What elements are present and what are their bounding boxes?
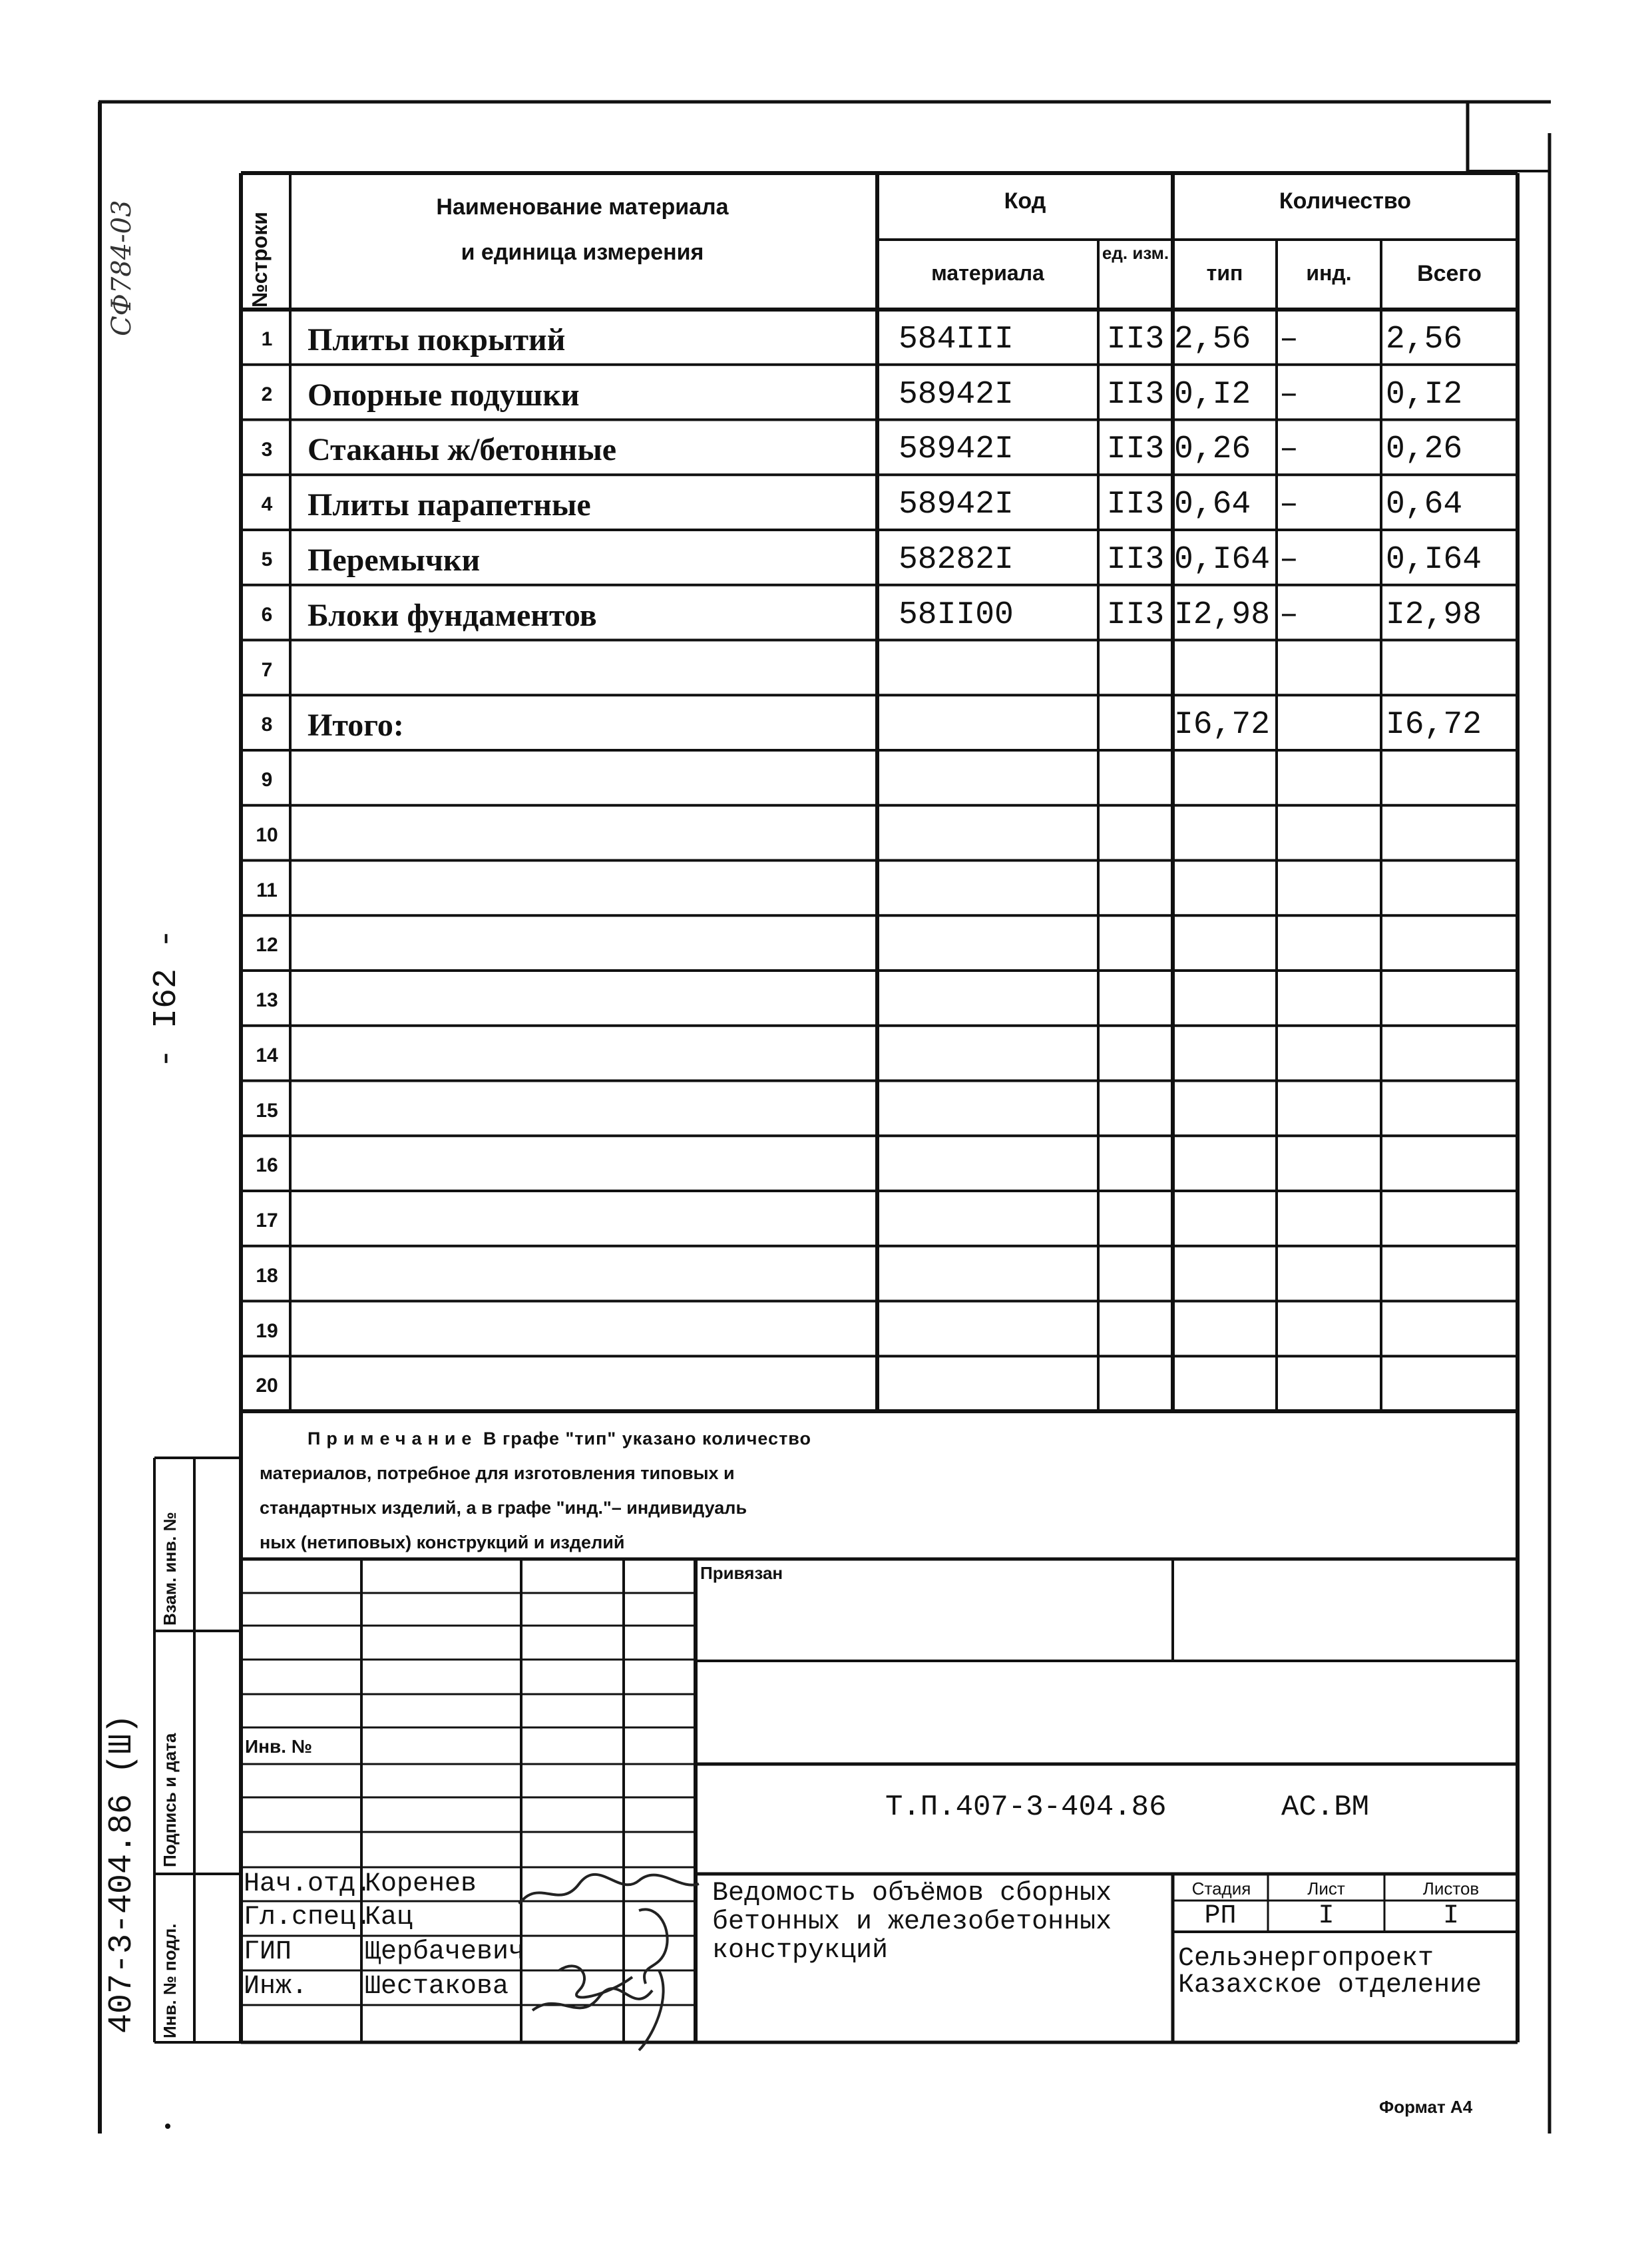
- stamp-doc-mark: АС.ВМ: [1281, 1791, 1370, 1824]
- cell-total: 0,64: [1386, 487, 1463, 523]
- cell-n: 19: [256, 1319, 278, 1342]
- cell-n: 1: [261, 328, 273, 351]
- signer-name-3: Щербачевич: [365, 1937, 525, 1967]
- margin-vzam-inv: Взам. инв. №: [160, 1512, 180, 1626]
- cell-ind: –: [1279, 431, 1299, 468]
- note-line4: ных (нетиповых) конструкций и изделий: [260, 1532, 625, 1552]
- footer-format: Формат А4: [1379, 2097, 1473, 2117]
- signer-role-1: Нач.отд.: [244, 1869, 372, 1899]
- margin-page: - I62 -: [148, 928, 186, 1068]
- note-text: В графе "тип" указано количество: [483, 1429, 812, 1449]
- cell-ind: –: [1279, 541, 1299, 578]
- stamp-sheet: I: [1318, 1901, 1335, 1931]
- cell-type: 0,64: [1174, 487, 1251, 523]
- cell-n: 3: [261, 438, 273, 461]
- margin-album: 407-3-404.86 (Ш): [103, 1713, 141, 2034]
- header-quantity: Количество: [1279, 188, 1412, 214]
- note-line2: материалов, потребное для изготовления типовых и: [260, 1463, 735, 1483]
- cell-code: 58282I: [899, 541, 1014, 578]
- cell-n: 7: [261, 658, 273, 681]
- dot: [165, 2124, 170, 2129]
- signer-name-4: Шестакова: [365, 1972, 509, 2002]
- stamp-org-line1: Сельэнергопроект: [1178, 1944, 1434, 1974]
- cell-n: 9: [261, 769, 273, 791]
- cell-n: 4: [261, 493, 273, 516]
- cell-ind: –: [1279, 487, 1299, 523]
- stamp-sheets: I: [1442, 1901, 1459, 1931]
- cell-name: Перемычки: [308, 542, 481, 578]
- cell-unit: II3: [1106, 321, 1165, 357]
- cell-n: 10: [256, 823, 278, 846]
- header-code-unit: ед. изм.: [1102, 243, 1169, 263]
- signer-name-1: Коренев: [365, 1869, 477, 1899]
- cell-n: 8: [261, 714, 273, 736]
- cell-unit: II3: [1106, 376, 1165, 413]
- cell-n: 18: [256, 1264, 278, 1287]
- cell-type: I6,72: [1174, 707, 1271, 744]
- stamp-title-line2: бетонных и железобетонных: [712, 1907, 1112, 1937]
- cell-n: 17: [256, 1210, 278, 1232]
- stamp-org-line2: Казахское отделение: [1178, 1970, 1482, 2000]
- cell-n: 16: [256, 1154, 278, 1177]
- stamp-title-line3: конструкций: [712, 1936, 889, 1966]
- header-code: Код: [1004, 188, 1046, 214]
- cell-ind: –: [1279, 321, 1299, 357]
- stamp-title-line1: Ведомость объёмов сборных: [712, 1879, 1112, 1909]
- cell-name: Опорные подушки: [308, 377, 580, 413]
- cell-code: 58942I: [899, 431, 1014, 468]
- cell-name: Итого:: [308, 708, 404, 744]
- cell-total: 0,I2: [1386, 376, 1463, 413]
- cell-total: I2,98: [1386, 596, 1482, 633]
- cell-type: 0,I2: [1174, 376, 1251, 413]
- cell-ind: –: [1279, 376, 1299, 413]
- cell-n: 2: [261, 383, 273, 405]
- header-qty-ind: инд.: [1306, 261, 1352, 285]
- cell-n: 12: [256, 934, 278, 957]
- stamp-sheets-label: Листов: [1422, 1879, 1480, 1899]
- cell-type: 0,26: [1174, 431, 1251, 468]
- stamp-privyazan: Привязан: [700, 1563, 783, 1583]
- cell-type: I2,98: [1174, 596, 1271, 633]
- signer-role-2: Гл.спец.: [244, 1903, 372, 1932]
- margin-podpis-data: Подпись и дата: [160, 1733, 180, 1867]
- signer-role-4: Инж.: [244, 1972, 308, 2002]
- cell-type: 2,56: [1174, 321, 1251, 357]
- stamp-sheet-label: Лист: [1307, 1879, 1345, 1899]
- cell-n: 5: [261, 549, 273, 571]
- cell-total: 0,I64: [1386, 541, 1482, 578]
- cell-code: 58942I: [899, 376, 1014, 413]
- cell-n: 11: [256, 879, 278, 901]
- cell-code: 58II00: [899, 596, 1014, 633]
- signer-role-3: ГИП: [244, 1937, 292, 1967]
- cell-ind: –: [1279, 596, 1299, 633]
- cell-name: Стаканы ж/бетонные: [308, 432, 617, 468]
- signer-name-2: Кац: [365, 1903, 413, 1932]
- header-name-line1: Наименование материала: [436, 194, 729, 220]
- cell-n: 20: [256, 1375, 278, 1397]
- cell-total: 2,56: [1386, 321, 1463, 357]
- signatures: [506, 1864, 706, 2057]
- cell-unit: II3: [1106, 487, 1165, 523]
- note-label: Примечание: [308, 1429, 478, 1449]
- cell-name: Плиты парапетные: [308, 487, 591, 523]
- header-row-number: №строки: [248, 212, 272, 308]
- margin-handwritten-code: СФ784-03: [106, 200, 137, 336]
- cell-code: 584III: [899, 321, 1014, 357]
- cell-n: 15: [256, 1099, 278, 1122]
- header-qty-total: Всего: [1417, 261, 1482, 286]
- cell-unit: II3: [1106, 541, 1165, 578]
- cell-total: I6,72: [1386, 707, 1482, 744]
- cell-name: Плиты покрытий: [308, 322, 566, 357]
- cell-total: 0,26: [1386, 431, 1463, 468]
- stamp-stage: РП: [1204, 1901, 1237, 1931]
- margin-inv-podl: Инв. № подл.: [160, 1923, 180, 2038]
- header-code-material: материала: [931, 261, 1044, 285]
- note-line3: стандартных изделий, а в графе "инд."– индивидуаль: [260, 1498, 747, 1518]
- cell-n: 13: [256, 989, 278, 1012]
- stamp-stage-label: Стадия: [1191, 1879, 1251, 1899]
- stamp-inv-no: Инв. №: [245, 1736, 313, 1757]
- header-name-line2: и единица измерения: [461, 240, 704, 265]
- cell-unit: II3: [1106, 596, 1165, 633]
- cell-unit: II3: [1106, 431, 1165, 468]
- cell-name: Блоки фундаментов: [308, 597, 597, 633]
- cell-code: 58942I: [899, 487, 1014, 523]
- header-qty-type: тип: [1206, 261, 1243, 285]
- stamp-doc-code: Т.П.407-3-404.86: [885, 1791, 1167, 1824]
- cell-n: 14: [256, 1044, 278, 1066]
- cell-type: 0,I64: [1174, 541, 1271, 578]
- cell-n: 6: [261, 603, 273, 626]
